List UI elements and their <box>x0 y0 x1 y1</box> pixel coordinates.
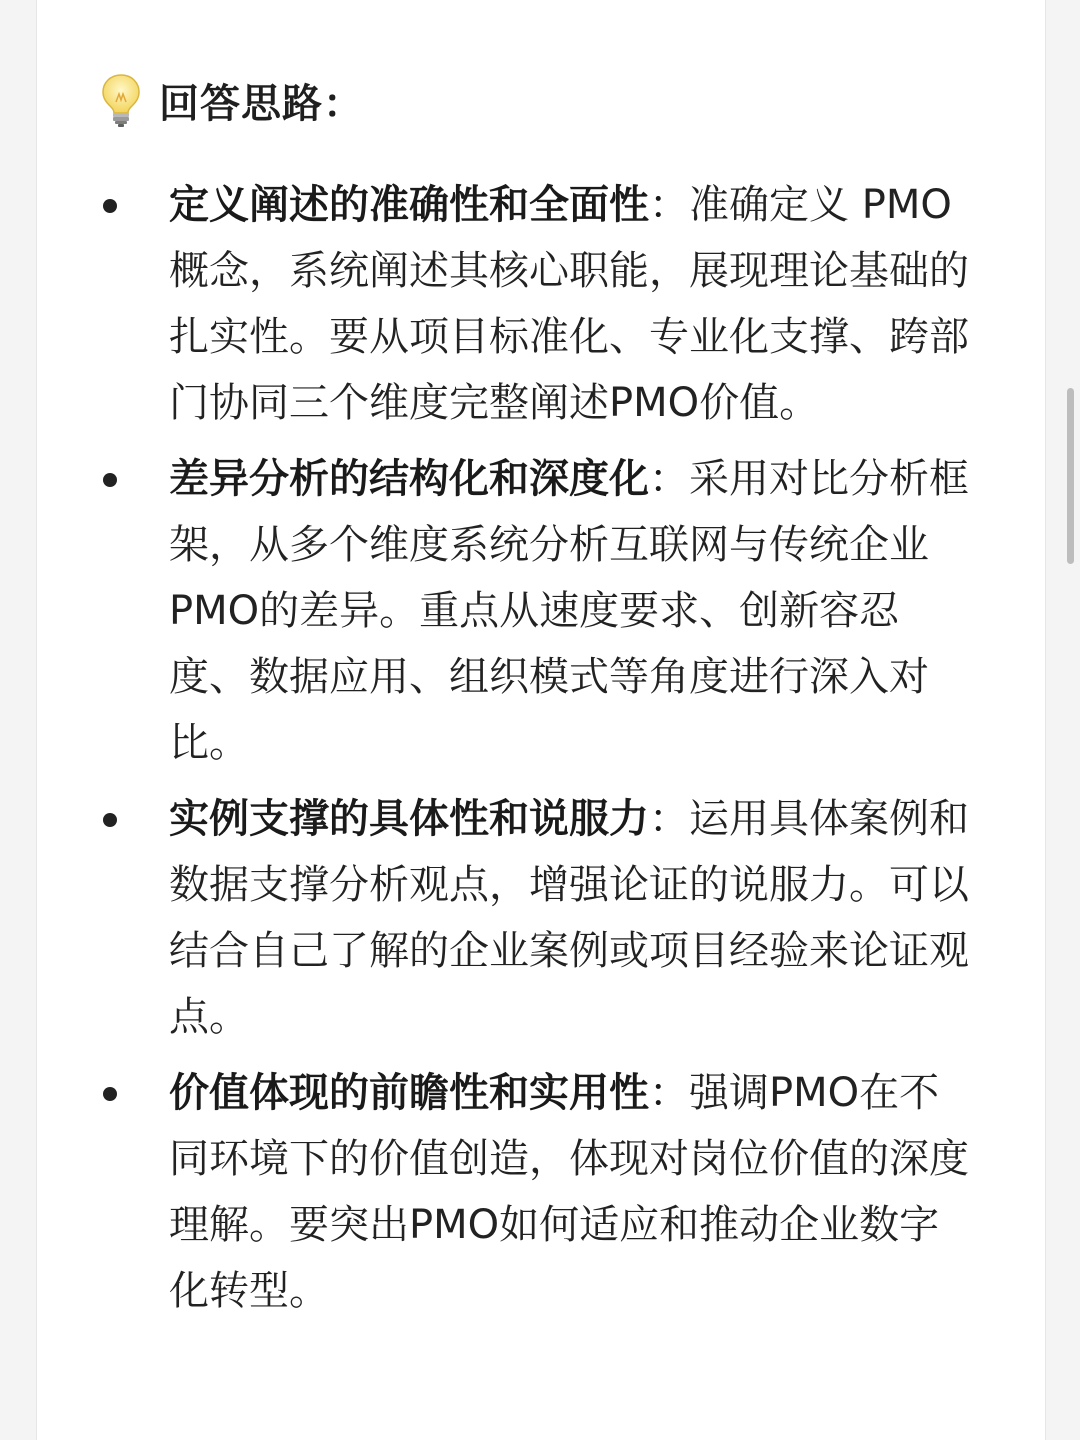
item-colon: ： <box>649 1070 689 1116</box>
bullet-dot <box>103 1087 117 1101</box>
item-colon: ： <box>649 182 689 228</box>
list-item <box>97 446 977 776</box>
item-colon: ： <box>649 796 689 842</box>
list-item <box>97 786 977 1050</box>
item-body: 准确定义 PMO概念，系统阐述其核心职能，展现理论基础的扎实性。要从项目标准化、专业化支撑、跨部门协同三个维度完整阐述PMO价值。 <box>169 182 969 426</box>
bullet-dot <box>103 473 117 487</box>
bullet-dot <box>103 813 117 827</box>
item-colon: ： <box>649 456 689 502</box>
bullet-dot <box>103 199 117 213</box>
section-heading <box>99 70 364 130</box>
list-item <box>97 1060 977 1324</box>
lightbulb-icon <box>99 72 143 128</box>
item-title: 价值体现的前瞻性和实用性 <box>169 1070 649 1116</box>
item-body: 强调PMO在不同环境下的价值创造，体现对岗位价值的深度理解。要突出PMO如何适应和推动企业数字化转型。 <box>169 1070 969 1314</box>
thinking-points-list <box>97 172 977 1334</box>
item-title: 差异分析的结构化和深度化 <box>169 456 649 502</box>
item-body: 采用对比分析框架，从多个维度系统分析互联网与传统企业PMO的差异。重点从速度要求、创新容忍度、数据应用、组织模式等角度进行深入对比。 <box>169 456 969 766</box>
item-title: 实例支撑的具体性和说服力 <box>169 796 649 842</box>
vertical-scrollbar[interactable] <box>1067 388 1074 564</box>
item-title: 定义阐述的准确性和全面性 <box>169 182 649 228</box>
list-item <box>97 172 977 436</box>
document-page <box>36 0 1046 1440</box>
heading-text: 回答思路： <box>159 80 364 127</box>
item-body: 运用具体案例和数据支撑分析观点，增强论证的说服力。可以结合自己了解的企业案例或项目经验来论证观点。 <box>169 796 969 1040</box>
